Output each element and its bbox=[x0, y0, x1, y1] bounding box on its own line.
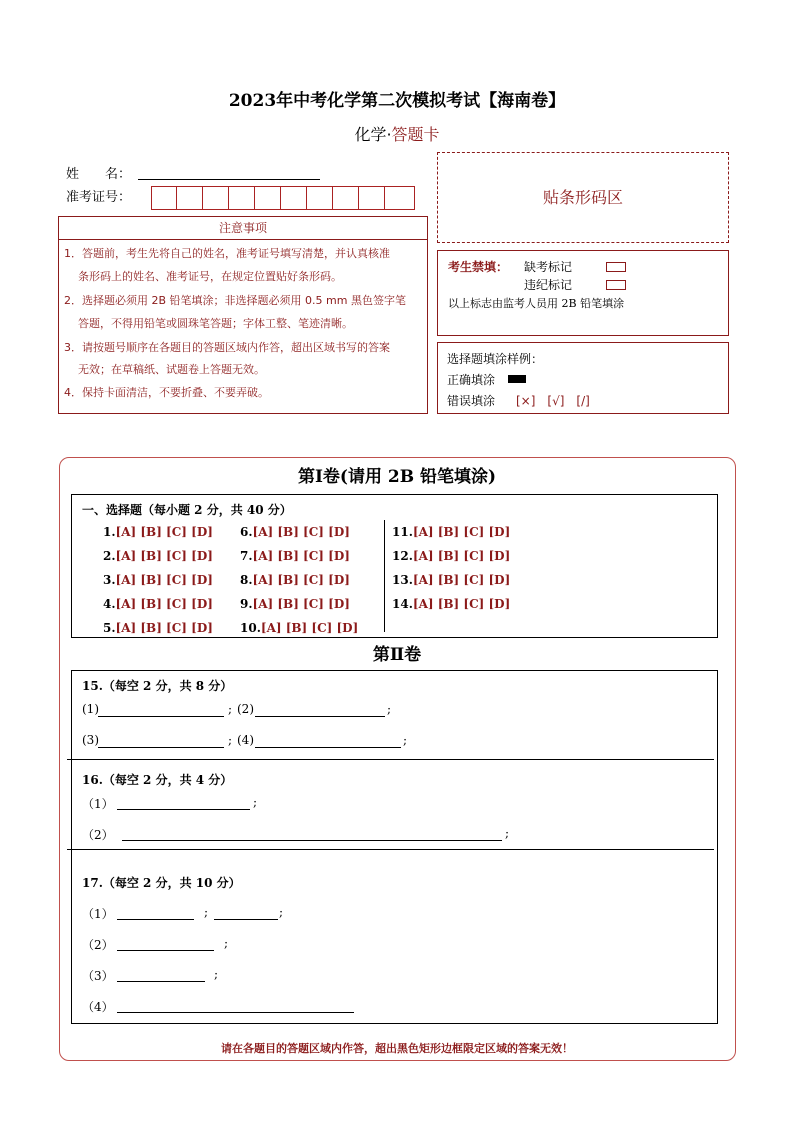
q17-blank2[interactable] bbox=[117, 936, 214, 951]
q17-blank1a[interactable] bbox=[117, 905, 194, 920]
q15-sep: ; bbox=[228, 733, 233, 747]
q15-blank1[interactable] bbox=[98, 702, 224, 717]
id-digit-box[interactable] bbox=[385, 186, 415, 210]
choice-item-8[interactable]: 8.[A] [B] [C] [D] bbox=[240, 573, 350, 587]
id-digit-box[interactable] bbox=[151, 186, 177, 210]
forbidden-label: 考生禁填： bbox=[448, 260, 509, 274]
q17-blank4-label: （4） bbox=[82, 1000, 114, 1014]
q17-blank1-label: （1） bbox=[82, 907, 114, 921]
note-line: 1．答题前，考生先将自己的姓名，准考证号填写清楚，并认真核准 bbox=[64, 247, 390, 260]
id-digit-box[interactable] bbox=[333, 186, 359, 210]
barcode-label: 贴条形码区 bbox=[542, 188, 623, 207]
choice-item-10[interactable]: 10.[A] [B] [C] [D] bbox=[240, 621, 359, 635]
q17-blank2-label: （2） bbox=[82, 938, 114, 952]
correct-fill-label: 正确填涂 bbox=[447, 373, 496, 387]
id-digit-box[interactable] bbox=[281, 186, 307, 210]
fill-example-title: 选择题填涂样例： bbox=[447, 352, 544, 366]
choice-item-13[interactable]: 13.[A] [B] [C] [D] bbox=[392, 573, 511, 587]
q15-q16-divider bbox=[67, 759, 714, 760]
note-line: 答题，不得用铅笔或圆珠笔答题；字体工整、笔迹清晰。 bbox=[78, 317, 353, 330]
note-line: 4．保持卡面清洁，不要折叠、不要弄破。 bbox=[64, 386, 269, 399]
id-digit-box[interactable] bbox=[203, 186, 229, 210]
q15-sep: ; bbox=[228, 702, 233, 716]
choice-item-7[interactable]: 7.[A] [B] [C] [D] bbox=[240, 549, 350, 563]
subtitle-card: 答题卡 bbox=[391, 125, 440, 144]
note-line: 无效；在草稿纸、试题卷上答题无效。 bbox=[78, 363, 265, 376]
q15-blank3[interactable] bbox=[98, 733, 224, 748]
section2-title: 第Ⅱ卷 bbox=[372, 645, 422, 665]
q16-q17-divider bbox=[67, 849, 714, 850]
name-field[interactable] bbox=[138, 165, 320, 180]
section1-title: 第Ⅰ卷(请用 2B 铅笔填涂) bbox=[297, 467, 497, 487]
violation-label: 违纪标记 bbox=[524, 278, 573, 292]
correct-fill-sample bbox=[508, 375, 526, 383]
choice-item-1[interactable]: 1.[A] [B] [C] [D] bbox=[103, 525, 213, 539]
violation-mark-box[interactable] bbox=[606, 280, 626, 290]
q16-blank1[interactable] bbox=[117, 795, 250, 810]
note-line: 条形码上的姓名、准考证号，在规定位置贴好条形码。 bbox=[78, 270, 342, 283]
q17-sep: ; bbox=[224, 936, 229, 950]
q15-blank2-label: (2) bbox=[237, 702, 254, 716]
q17-blank1b[interactable] bbox=[214, 905, 278, 920]
name-label: 姓 名： bbox=[66, 167, 132, 182]
q16-sep: ; bbox=[505, 826, 510, 840]
id-digit-box[interactable] bbox=[255, 186, 281, 210]
choice-item-2[interactable]: 2.[A] [B] [C] [D] bbox=[103, 549, 213, 563]
q17-heading: 17.（每空 2 分，共 10 分） bbox=[82, 876, 241, 890]
note-line: 2．选择题必须用 2B 铅笔填涂；非选择题必须用 0.5 mm 黑色签字笔 bbox=[64, 294, 406, 307]
choice-item-11[interactable]: 11.[A] [B] [C] [D] bbox=[392, 525, 511, 539]
choice-item-3[interactable]: 3.[A] [B] [C] [D] bbox=[103, 573, 213, 587]
notes-title: 注意事项 bbox=[58, 216, 428, 240]
choice-item-5[interactable]: 5.[A] [B] [C] [D] bbox=[103, 621, 213, 635]
id-digit-box[interactable] bbox=[229, 186, 255, 210]
forbidden-note: 以上标志由监考人员用 2B 铅笔填涂 bbox=[448, 297, 625, 310]
q16-sep: ; bbox=[253, 795, 258, 809]
q17-sep: ; bbox=[214, 967, 219, 981]
note-line: 3．请按题号顺序在各题目的答题区域内作答，超出区域书写的答案 bbox=[64, 341, 390, 354]
q17-blank3-label: （3） bbox=[82, 969, 114, 983]
absent-mark-box[interactable] bbox=[606, 262, 626, 272]
wrong-fill-samples: [×] [√] [/] bbox=[516, 394, 590, 408]
choice-heading: 一、选择题（每小题 2 分，共 40 分） bbox=[82, 503, 292, 517]
q15-blank4[interactable] bbox=[255, 733, 401, 748]
q15-blank2[interactable] bbox=[255, 702, 385, 717]
q15-sep: ; bbox=[387, 702, 392, 716]
choice-item-12[interactable]: 12.[A] [B] [C] [D] bbox=[392, 549, 511, 563]
q15-heading: 15.（每空 2 分，共 8 分） bbox=[82, 679, 233, 693]
id-label: 准考证号： bbox=[66, 190, 132, 205]
choice-item-14[interactable]: 14.[A] [B] [C] [D] bbox=[392, 597, 511, 611]
id-digit-box[interactable] bbox=[177, 186, 203, 210]
absent-label: 缺考标记 bbox=[524, 260, 573, 274]
page-subtitle bbox=[0, 122, 794, 145]
choice-divider bbox=[384, 520, 385, 632]
id-digit-box[interactable] bbox=[359, 186, 385, 210]
page-title: 2023年中考化学第二次模拟考试【海南卷】 bbox=[228, 91, 566, 111]
q15-blank3-label: (3) bbox=[82, 733, 99, 747]
wrong-fill-label: 错误填涂 bbox=[447, 394, 496, 408]
id-digit-box[interactable] bbox=[307, 186, 333, 210]
q16-blank2[interactable] bbox=[122, 826, 502, 841]
q15-blank1-label: (1) bbox=[82, 702, 99, 716]
subtitle-subject: 化学· bbox=[354, 125, 392, 144]
q16-blank2-label: （2） bbox=[82, 828, 114, 842]
q16-heading: 16.（每空 2 分，共 4 分） bbox=[82, 773, 233, 787]
footer-warning: 请在各题目的答题区域内作答，超出黑色矩形边框限定区域的答案无效！ bbox=[221, 1042, 573, 1055]
q15-sep: ; bbox=[403, 733, 408, 747]
q16-blank1-label: （1） bbox=[82, 797, 114, 811]
q15-blank4-label: (4) bbox=[237, 733, 254, 747]
choice-item-4[interactable]: 4.[A] [B] [C] [D] bbox=[103, 597, 213, 611]
choice-item-6[interactable]: 6.[A] [B] [C] [D] bbox=[240, 525, 350, 539]
q17-blank3[interactable] bbox=[117, 967, 205, 982]
q17-sep: ; bbox=[204, 905, 209, 919]
choice-item-9[interactable]: 9.[A] [B] [C] [D] bbox=[240, 597, 350, 611]
q17-sep: ; bbox=[279, 905, 284, 919]
q17-blank4[interactable] bbox=[117, 998, 354, 1013]
